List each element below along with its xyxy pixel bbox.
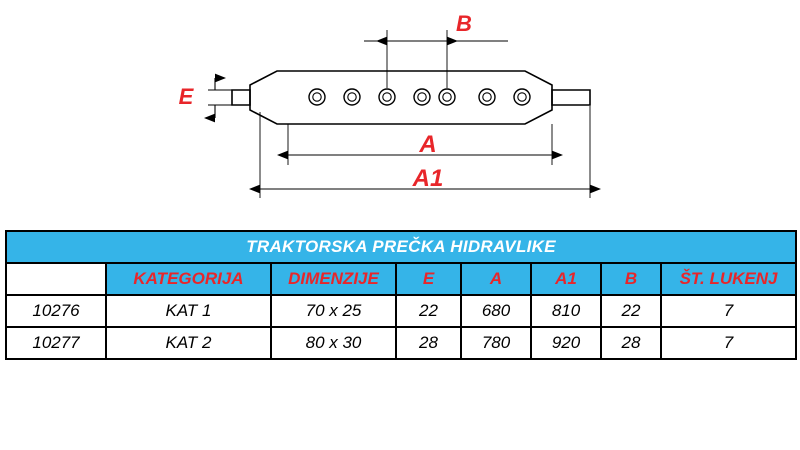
hole-7 [514,89,530,105]
cell-e: 22 [396,295,461,327]
cell-b: 22 [601,295,661,327]
header-cell-a1: A1 [531,263,601,295]
cell-e: 28 [396,327,461,359]
specification-table [5,230,797,360]
hole-4 [414,89,430,105]
dimension-label-a: A [419,131,437,158]
cell-kategorija: KAT 2 [106,327,271,359]
table-title: TRAKTORSKA PREČKA HIDRAVLIKE [6,231,796,263]
table-title-row [6,231,796,263]
header-cell-e: E [396,263,461,295]
table-header-row [6,263,796,295]
dimension-label-b: B [456,11,472,36]
hole-2 [344,89,360,105]
cell-st-lukenj: 7 [661,327,796,359]
dimension-label-a1: A1 [412,165,444,192]
header-cell-a: A [461,263,531,295]
hole-5 [439,89,455,105]
table-row [6,295,796,327]
header-cell-code [6,263,106,295]
cell-st-lukenj: 7 [661,295,796,327]
cell-a: 680 [461,295,531,327]
witness-lines [208,30,590,198]
cell-a: 780 [461,327,531,359]
cell-dimenzije: 70 x 25 [271,295,396,327]
table-row [6,327,796,359]
cell-dimenzije: 80 x 30 [271,327,396,359]
header-cell-dimenzije: DIMENZIJE [271,263,396,295]
hole-6 [479,89,495,105]
hole-row [309,89,530,105]
cell-b: 28 [601,327,661,359]
cell-a1: 810 [531,295,601,327]
hole-3 [379,89,395,105]
cell-a1: 920 [531,327,601,359]
drawbar-body [232,71,590,124]
dimension-label-e: E [178,84,194,109]
dimension-lines [215,41,590,189]
hole-1 [309,89,325,105]
header-cell-b: B [601,263,661,295]
header-cell-kategorija: KATEGORIJA [106,263,271,295]
header-cell-st-lukenj: ŠT. LUKENJ [661,263,796,295]
cell-code: 10276 [6,295,106,327]
cell-kategorija: KAT 1 [106,295,271,327]
cell-code: 10277 [6,327,106,359]
